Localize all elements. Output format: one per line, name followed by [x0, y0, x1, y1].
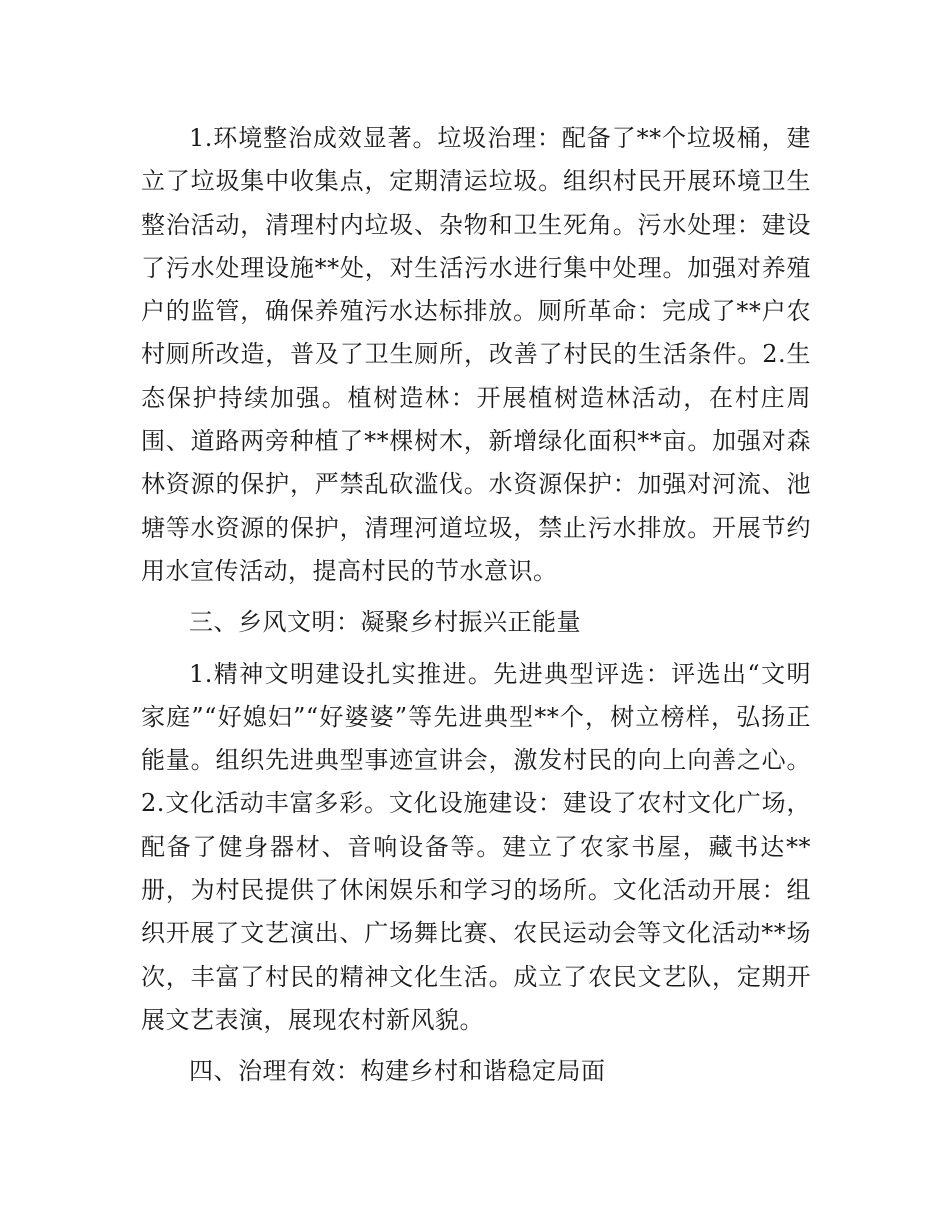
section-heading-rural-civilization: 三、乡风文明：凝聚乡村振兴正能量 [189, 608, 581, 637]
paragraph-spiritual-culture: 1.精神文明建设扎实推进。先进典型评选：评选出“文明家庭”“好媳妇”“好婆婆”等先进典型**个，树立榜样，弘扬正能量。组织先进典型事迹宣讲会，激发村民的向上向善之心。2.文化活动丰富多彩。文化设施建设：建设了农村文化广场，配备了健身器材、音响设备等。建立了农家书屋，藏书达**册，为村民提供了休闲娱乐和学习的场所。文化活动开展：组织开展了文艺演出、广场舞比赛、农民运动会等文化活动**场次，丰富了村民的精神文化生活。成立了农民文艺队，定期开展文艺表演，展现农村新风貌。 [141, 659, 811, 1034]
document-body [141, 117, 811, 1094]
paragraph-environment-ecology: 1.环境整治成效显著。垃圾治理：配备了**个垃圾桶，建立了垃圾集中收集点，定期清运垃圾。组织村民开展环境卫生整治活动，清理村内垃圾、杂物和卫生死角。污水处理：建设了污水处理设施**处，对生活污水进行集中处理。加强对养殖户的监管，确保养殖污水达标排放。厕所革命：完成了**户农村厕所改造，普及了卫生厕所，改善了村民的生活条件。2.生态保护持续加强。植树造林：开展植树造林活动，在村庄周围、道路两旁种植了**棵树木，新增绿化面积**亩。加强对森林资源的保护，严禁乱砍滥伐。水资源保护：加强对河流、池塘等水资源的保护，清理河道垃圾，禁止污水排放。开展节约用水宣传活动，提高村民的节水意识。 [141, 124, 811, 585]
section-heading-governance: 四、治理有效：构建乡村和谐稳定局面 [189, 1057, 606, 1086]
